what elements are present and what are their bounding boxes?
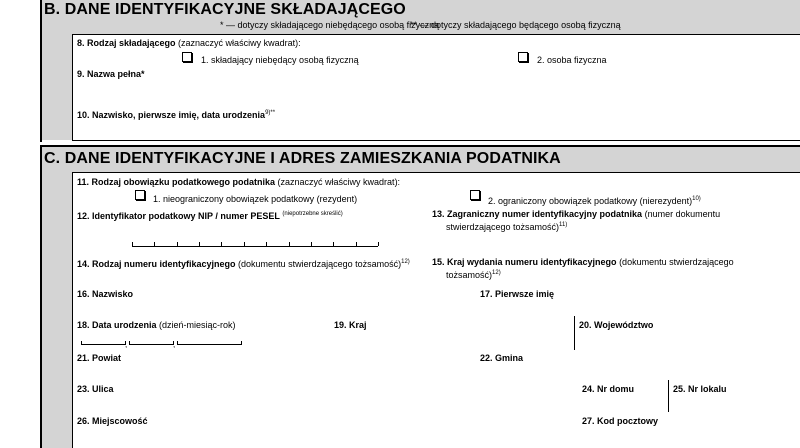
field-16-label: 16. Nazwisko xyxy=(77,289,134,299)
date-year-line xyxy=(177,344,241,345)
section-c-top-border xyxy=(40,145,800,147)
field-8-label: 8. Rodzaj składającego (zaznaczyć właściwy kwadrat): xyxy=(77,38,301,48)
section-b-note-1: * — dotyczy składającego niebędącego osobą fizyczną xyxy=(220,20,440,30)
field-17-label: 17. Pierwsze imię xyxy=(480,289,555,299)
field-24-label: 24. Nr domu xyxy=(582,384,635,394)
field-16-input[interactable] xyxy=(72,286,478,317)
field-12-label: 12. Identyfikator podatkowy NIP / numer PESEL $^{(niepotrzebne skreślić)}$ xyxy=(77,211,343,221)
field-21-input[interactable] xyxy=(72,350,478,381)
field-12-digit-baseline xyxy=(132,246,378,247)
digit-separator-tick xyxy=(356,242,357,246)
field-13-label: 13. Zagraniczny numer identyfikacyjny podatnika (numer dokumentu xyxy=(432,209,721,219)
field-8-option-1-label: 1. składający niebędący osobą fizyczną xyxy=(201,55,359,65)
section-c-title: C. DANE IDENTYFIKACYJNE I ADRES ZAMIESZKANIA PODATNIKA xyxy=(44,150,561,167)
field-9-label: 9. Nazwa pełna* xyxy=(77,69,145,79)
digit-separator-tick xyxy=(266,242,267,246)
field-20-label: 20. Województwo xyxy=(579,320,654,330)
date-day-line xyxy=(81,344,125,345)
field-25-label: 25. Nr lokalu xyxy=(673,384,727,394)
field-11-option-1-checkbox[interactable] xyxy=(135,190,145,200)
digit-separator-tick xyxy=(132,242,133,246)
digit-separator-tick xyxy=(244,242,245,246)
field-20-input[interactable] xyxy=(575,316,800,351)
digit-separator-tick xyxy=(311,242,312,246)
digit-separator-tick xyxy=(177,242,178,246)
field-19-input[interactable] xyxy=(328,316,575,351)
digit-separator-tick xyxy=(199,242,200,246)
field-27-label: 27. Kod pocztowy xyxy=(582,416,659,426)
field-15-label-line-2: tożsamość)$^{12)}$ xyxy=(446,270,501,280)
field-17-input[interactable] xyxy=(476,286,800,317)
field-15-label: 15. Kraj wydania numeru identyfikacyjnego (dokumentu stwierdzającego xyxy=(432,257,734,267)
field-23-label: 23. Ulica xyxy=(77,384,114,394)
field-26-label: 26. Miejscowość xyxy=(77,416,148,426)
digit-separator-tick xyxy=(221,242,222,246)
field-22-input[interactable] xyxy=(476,350,800,381)
field-10-label: 10. Nazwisko, pierwsze imię, data urodzenia$^{9)**}$ xyxy=(77,110,276,120)
field-8-container xyxy=(72,34,800,68)
field-21-label: 21. Powiat xyxy=(77,353,122,363)
section-b-title: B. DANE IDENTYFIKACYJNE SKŁADAJĄCEGO xyxy=(44,1,406,18)
field-11-container xyxy=(72,172,800,208)
field-11-option-1-label: 1. nieograniczony obowiązek podatkowy (rezydent) xyxy=(153,194,358,204)
section-c-left-border xyxy=(40,145,42,448)
field-8-option-2-label: 2. osoba fizyczna xyxy=(537,55,607,65)
field-18-input[interactable]: 18. Data urodzenia (dzień-miesiąc-rok) , , xyxy=(72,316,330,351)
section-b-left-border xyxy=(40,0,42,142)
field-26-input[interactable] xyxy=(72,412,580,448)
digit-separator-tick xyxy=(289,242,290,246)
field-27-input[interactable] xyxy=(578,412,800,448)
field-13-input[interactable] xyxy=(428,206,800,255)
field-11-option-2-checkbox[interactable] xyxy=(470,190,480,200)
field-23-input[interactable] xyxy=(72,380,580,413)
field-15-input[interactable] xyxy=(428,254,800,287)
field-13-label-line-2: stwierdzającego tożsamość)$^{11)}$ xyxy=(446,222,568,232)
field-12-input[interactable] xyxy=(72,206,430,255)
field-14-label: 14. Rodzaj numeru identyfikacyjnego (dokumentu stwierdzającego tożsamość)$^{12)}$ xyxy=(77,259,410,269)
digit-separator-tick xyxy=(378,242,379,246)
field-25-input[interactable] xyxy=(669,380,800,413)
field-24-input[interactable] xyxy=(578,380,669,413)
digit-separator-tick xyxy=(333,242,334,246)
field-11-option-2-label: 2. ograniczony obowiązek podatkowy (nierezydent)$^{10)}$ xyxy=(488,196,701,206)
date-month-line xyxy=(129,344,173,345)
field-19-label: 19. Kraj xyxy=(334,320,367,330)
field-8-option-1-checkbox[interactable] xyxy=(182,52,192,62)
field-22-label: 22. Gmina xyxy=(480,353,524,363)
field-8-option-2-checkbox[interactable] xyxy=(518,52,528,62)
field-18-label: 18. Data urodzenia (dzień-miesiąc-rok) xyxy=(77,320,236,330)
digit-separator-tick xyxy=(154,242,155,246)
field-14-input[interactable] xyxy=(72,254,430,287)
field-11-label: 11. Rodzaj obowiązku podatkowego podatnika (zaznaczyć właściwy kwadrat): xyxy=(77,177,401,187)
section-b-note-2: ** — dotyczy składającego będącego osobą fizyczną xyxy=(410,20,621,30)
field-9-input[interactable] xyxy=(72,66,800,105)
field-10-input[interactable] xyxy=(72,104,800,141)
